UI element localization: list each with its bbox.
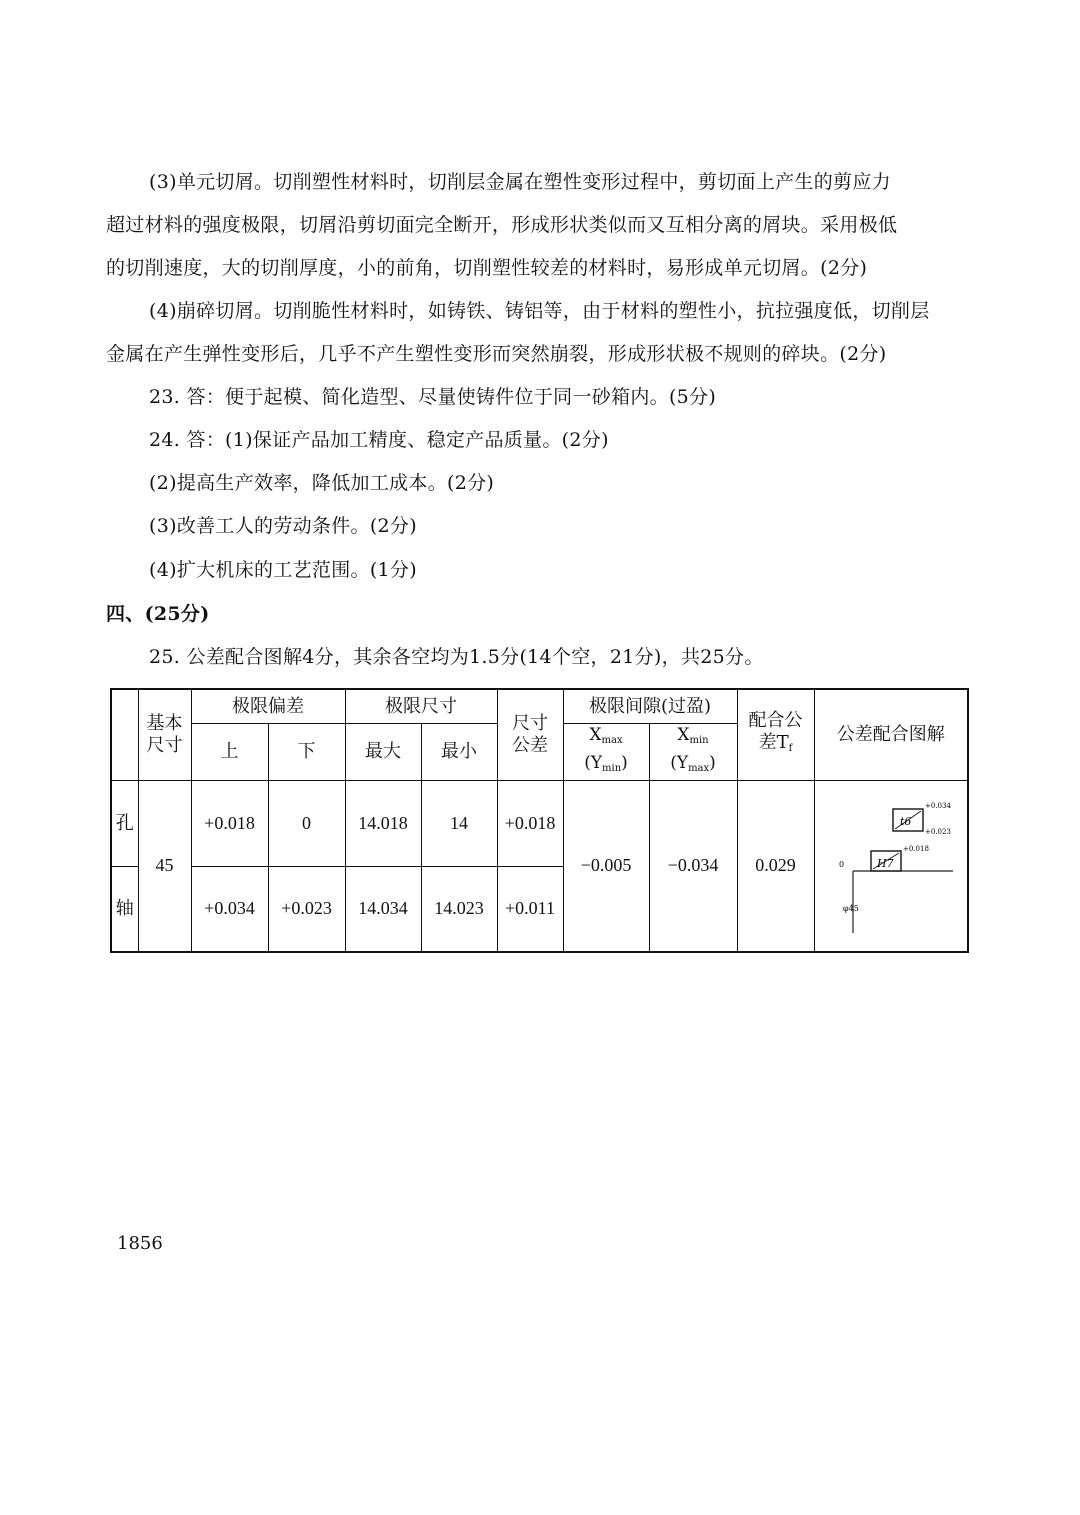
question-25: 25. 公差配合图解4分，其余各空均为1.5分(14个空，21分)，共25分。 bbox=[149, 646, 764, 668]
shaft-tolerance: +0.011 bbox=[497, 866, 563, 952]
shaft-lower-label: +0.023 bbox=[924, 827, 951, 836]
header-basic-size: 基本尺寸 bbox=[138, 689, 191, 780]
section-heading: 四、(25分) bbox=[106, 603, 210, 625]
hole-upper: +0.018 bbox=[191, 780, 268, 866]
fit-tolerance-symbol: T bbox=[776, 731, 789, 753]
xmin-symbol: X bbox=[677, 724, 690, 745]
header-max: 最大 bbox=[345, 723, 421, 780]
header-size-tolerance: 尺寸公差 bbox=[497, 689, 563, 780]
row-label-hole: 孔 bbox=[111, 780, 138, 866]
hole-tolerance: +0.018 bbox=[497, 780, 563, 866]
page-number: 1856 bbox=[117, 1233, 163, 1254]
paragraph-9: (3)改善工人的劳动条件。(2分) bbox=[149, 515, 417, 537]
tf-value: 0.029 bbox=[737, 780, 814, 952]
ymin-close: ) bbox=[621, 752, 628, 773]
row-label-shaft: 轴 bbox=[111, 866, 138, 952]
side-label: φ45 bbox=[842, 903, 859, 913]
header-clearance: 极限间隙(过盈) bbox=[563, 689, 737, 723]
paragraph-2: 超过材料的强度极限，切屑沿剪切面完全断开，形成形状类似而又互相分离的屑块。采用极低 bbox=[106, 214, 898, 236]
header-upper: 上 bbox=[191, 723, 268, 780]
shaft-lower: +0.023 bbox=[268, 866, 345, 952]
ymin-symbol: (Y bbox=[584, 752, 603, 773]
header-min: 最小 bbox=[421, 723, 497, 780]
paragraph-1: (3)单元切屑。切削塑性材料时，切削层金属在塑性变形过程中，剪切面上产生的剪应力 bbox=[149, 171, 891, 193]
fit-diagram-cell bbox=[814, 780, 968, 952]
ymax-symbol: (Y bbox=[670, 752, 689, 773]
shaft-label: t6 bbox=[899, 814, 912, 828]
shaft-upper: +0.034 bbox=[191, 866, 268, 952]
hole-label: H7 bbox=[876, 856, 894, 870]
header-xmax bbox=[563, 723, 649, 780]
fit-table bbox=[110, 688, 969, 953]
ymax-sub: max bbox=[688, 762, 710, 774]
fit-diagram bbox=[821, 791, 961, 941]
paragraph-7: 24. 答：(1)保证产品加工精度、稳定产品质量。(2分) bbox=[149, 429, 609, 451]
xmax-symbol: X bbox=[589, 724, 602, 745]
hole-lower: 0 bbox=[268, 780, 345, 866]
shaft-min: 14.023 bbox=[421, 866, 497, 952]
header-xmin bbox=[649, 723, 737, 780]
header-lower: 下 bbox=[268, 723, 345, 780]
basic-size-value: 45 bbox=[138, 780, 191, 952]
ymax-close: ) bbox=[709, 752, 716, 773]
xmin-sub: min bbox=[689, 734, 709, 746]
shaft-max: 14.034 bbox=[345, 866, 421, 952]
zero-label: 0 bbox=[838, 859, 844, 869]
header-fit-diagram: 公差配合图解 bbox=[814, 689, 968, 780]
header-fit-tolerance bbox=[737, 689, 814, 780]
fit-tolerance-text: 配合公差 bbox=[748, 709, 803, 753]
paragraph-5: 金属在产生弹性变形后，几乎不产生塑性变形而突然崩裂，形成形状极不规则的碎块。(2分) bbox=[106, 343, 887, 365]
corner-cell bbox=[111, 689, 138, 780]
hole-max: 14.018 bbox=[345, 780, 421, 866]
xmax-value: −0.005 bbox=[563, 780, 649, 952]
xmin-value: −0.034 bbox=[649, 780, 737, 952]
hole-upper-label: +0.018 bbox=[902, 844, 929, 853]
shaft-upper-label: +0.034 bbox=[924, 801, 951, 810]
paragraph-3: 的切削速度，大的切削厚度，小的前角，切削塑性较差的材料时，易形成单元切屑。(2分) bbox=[106, 257, 868, 279]
fit-tolerance-sub: f bbox=[788, 742, 793, 754]
paragraph-8: (2)提高生产效率，降低加工成本。(2分) bbox=[149, 472, 495, 494]
header-limit-size: 极限尺寸 bbox=[345, 689, 497, 723]
paragraph-10: (4)扩大机床的工艺范围。(1分) bbox=[149, 559, 417, 581]
xmax-sub: max bbox=[601, 734, 623, 746]
ymin-sub: min bbox=[602, 762, 622, 774]
paragraph-6: 23. 答：便于起模、简化造型、尽量使铸件位于同一砂箱内。(5分) bbox=[149, 386, 717, 408]
paragraph-4: (4)崩碎切屑。切削脆性材料时，如铸铁、铸铝等，由于材料的塑性小，抗拉强度低，切削层 bbox=[149, 300, 930, 322]
hole-min: 14 bbox=[421, 780, 497, 866]
header-limit-deviation: 极限偏差 bbox=[191, 689, 345, 723]
